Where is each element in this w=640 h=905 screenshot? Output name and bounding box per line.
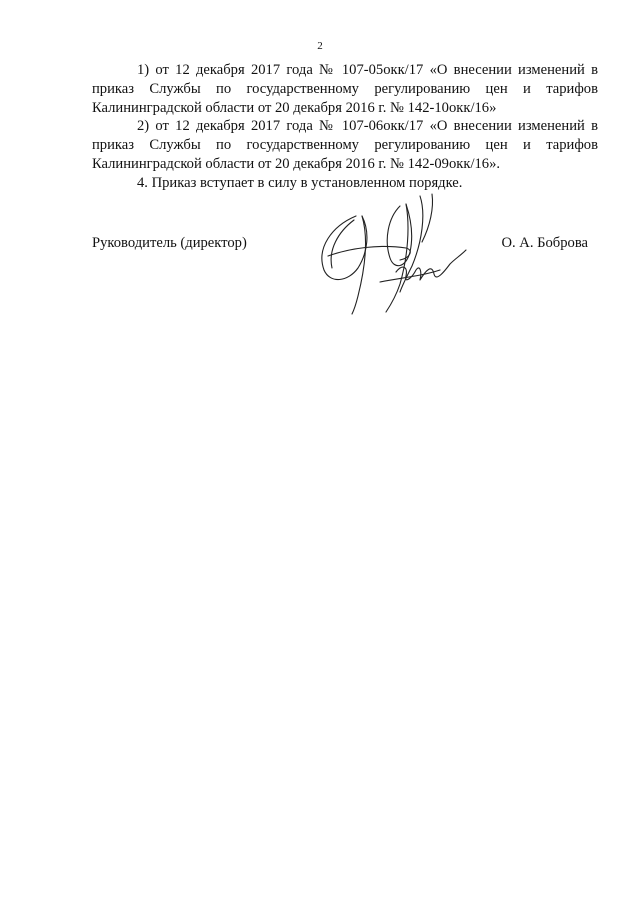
- paragraph-amendment-2: 2) от 12 декабря 2017 года № 107-06окк/17 «О внесении изменений в приказ Службы по государственному регулированию цен и тарифов Калининградской области от 20 декабря 2016 г. № 142-09окк/16».: [92, 118, 598, 172]
- document-body: [92, 61, 598, 193]
- paragraph-effective-clause: 4. Приказ вступает в силу в установленном порядке.: [137, 174, 463, 191]
- handwritten-signature: [310, 186, 470, 318]
- signer-name: О. А. Боброва: [501, 235, 588, 251]
- paragraph-amendment-1: 1) от 12 декабря 2017 года № 107-05окк/17 «О внесении изменений в приказ Службы по государственному регулированию цен и тарифов Калининградской области от 20 декабря 2016 г. № 142-10окк/16»: [92, 62, 598, 116]
- page-number: 2: [317, 40, 323, 52]
- signer-title: Руководитель (директор): [92, 235, 247, 251]
